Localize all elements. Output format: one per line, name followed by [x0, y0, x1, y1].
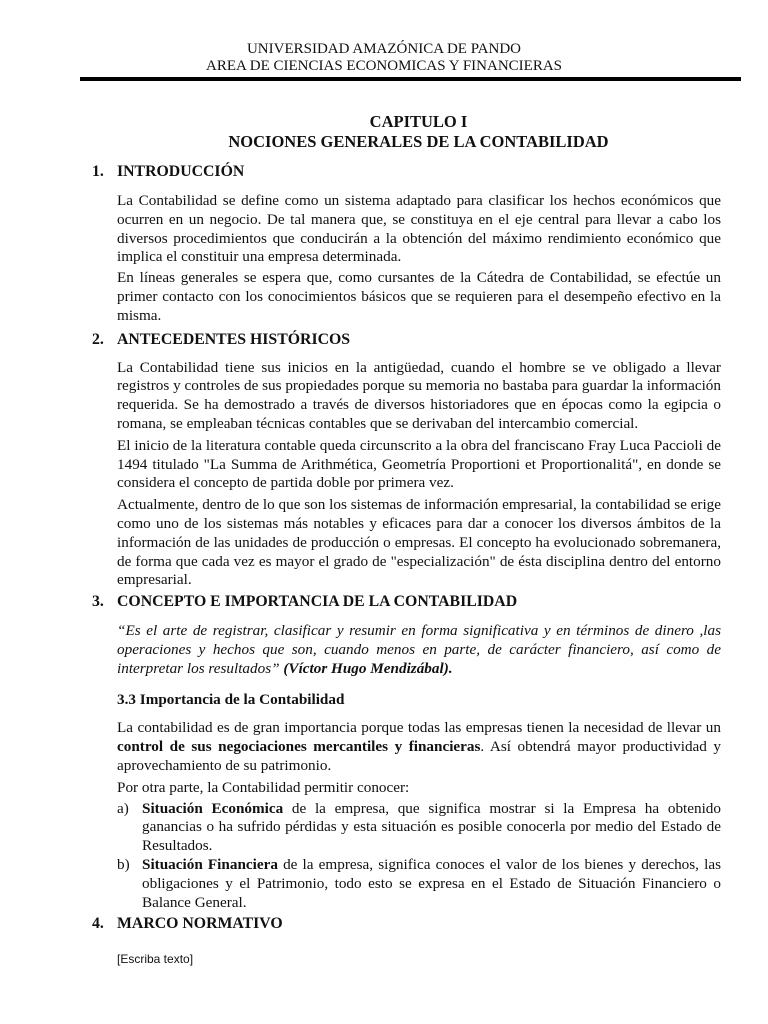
section-number: 1.	[92, 163, 104, 180]
section-1-heading	[92, 162, 721, 181]
list-item-bold: Situación Económica	[142, 799, 284, 817]
paragraph-bold-text: control de sus negociaciones mercantiles y financieras	[117, 738, 481, 756]
list-item-text	[142, 856, 721, 912]
list-item	[117, 856, 721, 912]
section-title: INTRODUCCIÓN	[117, 163, 245, 180]
section-title: CONCEPTO E IMPORTANCIA DE LA CONTABILIDAD	[117, 593, 518, 611]
header-area: AREA DE CIENCIAS ECONOMICAS Y FINANCIERAS	[206, 58, 562, 74]
section-2-paragraph-3: Actualmente, dentro de lo que son los sistemas de información empresarial, la contabilidad se erige como uno de los sistemas más notables y eficaces para dar a conocer los diversos ámbitos de la información de las unidades de producción o empresas. El concepto ha evolucionado sobremanera, de forma que cada vez es mayor el grado de "especialización" de ésta disciplina dentro del entorno empresarial.	[117, 496, 721, 589]
list-item	[117, 800, 721, 856]
list-item-bold: Situación Financiera	[142, 855, 278, 873]
quote-text: “Es el arte de registrar, clasificar y resumir en forma significativa y en términos de dinero ,las operaciones y hechos que son, cuando menos en parte, de carácter financiero, así como de interpretar los resultados”	[117, 622, 721, 677]
section-3-heading	[92, 592, 721, 611]
section-2-paragraph-1: La Contabilidad tiene sus inicios en la antigüedad, cuando el hombre se ve obligado a llevar registros y controles de sus propiedades porque su memoria no bastaba para guardar la información requerida. Se ha demostrado a través de diversos historiadores que en épocas como la egipcia o romana, se empleaban técnicas contables que se derivaban del intercambio comercial.	[117, 358, 721, 432]
section-1-paragraph-2: En líneas generales se espera que, como cursantes de la Cátedra de Contabilidad, se efectúe un primer contacto con los conocimientos básicos que se requieren para el desempeño efectivo en la misma.	[117, 269, 721, 324]
list-item-rest: de la empresa, que significa mostrar si la Empresa ha obtenido ganancias o ha sufrido pérdidas y esta situación es posible conocerla por medio del Estado de Resultados.	[142, 799, 721, 855]
section-2-paragraph-2: El inicio de la literatura contable queda circunscrito a la obra del franciscano Fray Luca Paccioli de 1494 titulado "La Summa de Arithmética, Geometría Proportioni et Proportionalitá", en donde se considera el concepto de partida doble por primera vez.	[117, 436, 721, 492]
section-number: 3.	[92, 593, 104, 611]
section-1-paragraph-1: La Contabilidad se define como un sistema adaptado para clasificar los hechos económicos que ocurren en un negocio. De tal manera que, se constituya en el eje central para llevar a cabo los diversos procedimientos que conducirán a la obtención del máximo rendimiento económico que implica el constituir una empresa determinada.	[117, 192, 721, 266]
section-3-paragraph-1	[117, 719, 721, 775]
chapter-heading	[116, 112, 721, 152]
section-4-heading	[92, 914, 721, 933]
chapter-label: CAPITULO I	[369, 112, 468, 131]
document-body	[92, 112, 721, 933]
section-number: 4.	[92, 915, 104, 933]
subsection-3-3-heading: 3.3 Importancia de la Contabilidad	[117, 690, 345, 708]
quote-author: (Víctor Hugo Mendizábal).	[283, 659, 453, 677]
section-title: ANTECEDENTES HISTÓRICOS	[117, 330, 351, 348]
section-number: 2.	[92, 330, 104, 348]
header-university: UNIVERSIDAD AMAZÓNICA DE PANDO	[246, 41, 522, 57]
paragraph-text: La contabilidad es de gran importancia porque todas las empresas tienen la necesidad de llevar un	[117, 719, 721, 737]
list-marker: a)	[117, 799, 129, 817]
definition-quote	[117, 622, 721, 678]
page-header	[0, 41, 768, 75]
section-3-paragraph-2: Por otra parte, la Contabilidad permitir conocer:	[117, 778, 410, 796]
section-title: MARCO NORMATIVO	[117, 915, 283, 933]
footer-placeholder-text[interactable]: [Escriba texto]	[117, 952, 194, 966]
list-item-rest: de la empresa, significa conoces el valor de los bienes y derechos, las obligaciones y el Patrimonio, todo esto se expresa en el Estado de Situación Financiero o Balance General.	[142, 855, 721, 911]
header-rule	[80, 77, 741, 81]
paragraph-text: . Así obtendrá mayor productividad y aprovechamiento de su patrimonio.	[117, 738, 721, 774]
chapter-title: NOCIONES GENERALES DE LA CONTABILIDAD	[228, 132, 609, 151]
section-2-heading	[92, 330, 721, 349]
list-marker: b)	[117, 855, 130, 873]
list-item-text	[142, 800, 721, 856]
